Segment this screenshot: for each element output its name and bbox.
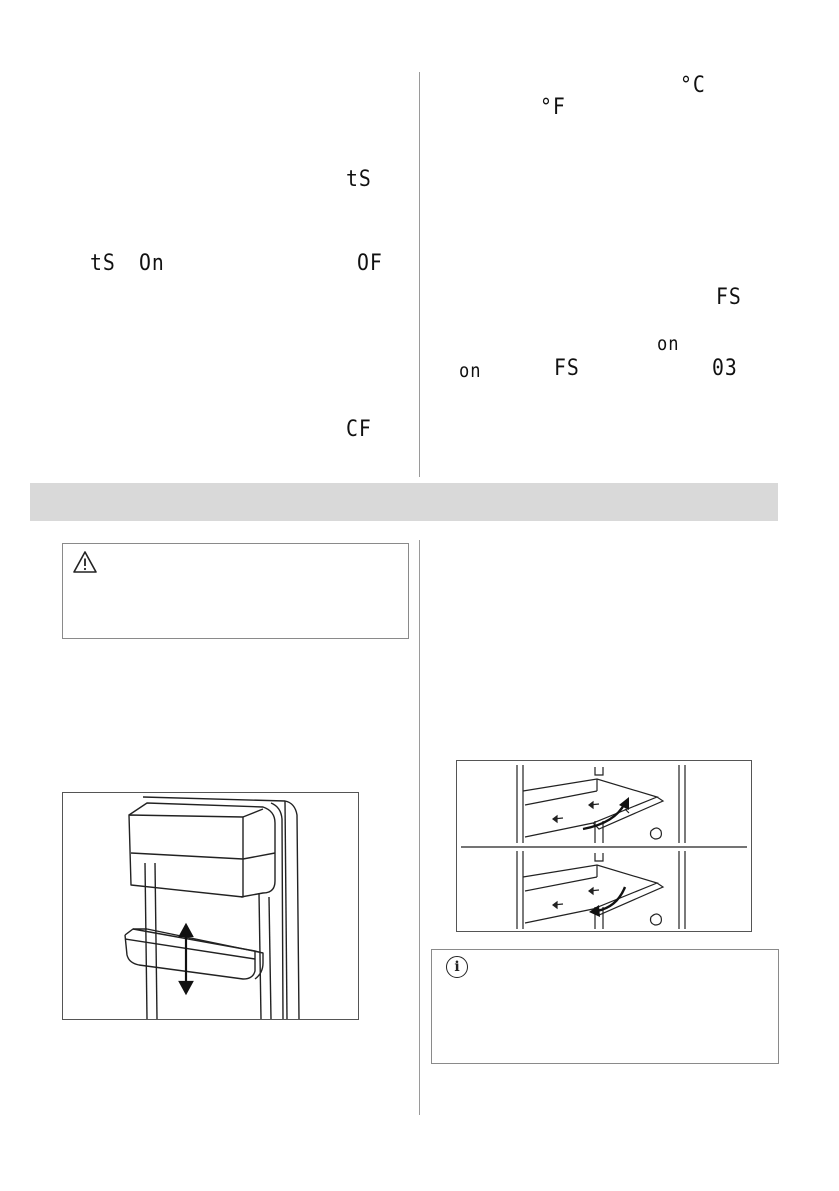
- warning-box: [62, 543, 409, 639]
- display-code-ts-2: tS: [90, 251, 116, 276]
- display-code-on-2: on: [459, 360, 482, 382]
- display-code-fs-2: FS: [554, 356, 580, 381]
- display-code-celsius: °C: [680, 73, 706, 98]
- display-code-on: On: [139, 251, 165, 276]
- info-i-icon: i: [446, 956, 468, 978]
- door-balcony-illustration: [62, 792, 359, 1020]
- display-code-ts-1: tS: [346, 167, 372, 192]
- display-code-of: OF: [357, 251, 383, 276]
- display-code-fs-1: FS: [716, 285, 742, 310]
- display-code-on-1: on: [657, 333, 680, 355]
- info-box: [431, 949, 779, 1064]
- shelf-removal-drawing: [457, 761, 751, 931]
- display-code-03: 03: [712, 356, 738, 381]
- display-code-cf: CF: [346, 417, 372, 442]
- shelf-removal-illustration: [456, 760, 752, 932]
- display-code-fahrenheit: °F: [540, 95, 566, 120]
- column-divider-bottom: [419, 540, 420, 1115]
- door-balcony-drawing: [63, 793, 358, 1019]
- section-heading-band: [30, 483, 778, 521]
- column-divider-top: [419, 72, 420, 477]
- warning-triangle-icon: [72, 550, 98, 574]
